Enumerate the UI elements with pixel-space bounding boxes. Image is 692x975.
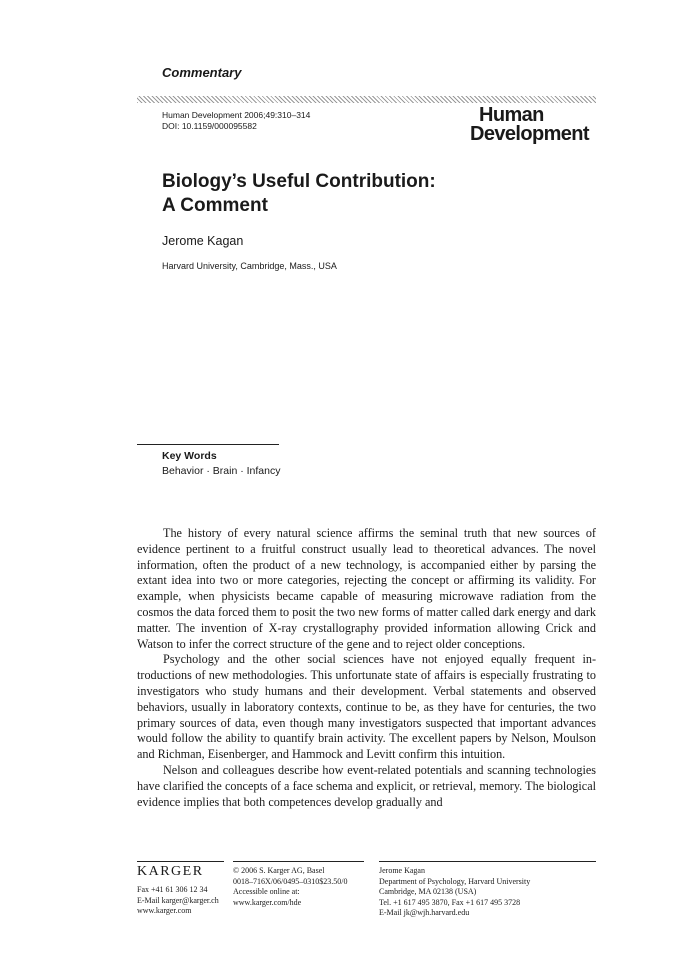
- keywords-list: Behavior · Brain · Infancy: [162, 465, 281, 477]
- footer-rule: [379, 861, 596, 862]
- article-body: [137, 526, 596, 810]
- author-name: Jerome Kagan: [162, 234, 244, 248]
- journal-citation: [162, 110, 310, 132]
- issn-code: 0018–716X/06/0495–0310$23.50/0: [233, 876, 348, 886]
- title-line-1: Biology’s Useful Contribution:: [162, 171, 436, 192]
- journal-logo-line1: Human: [479, 104, 544, 126]
- publisher-logo: KARGER: [137, 864, 204, 879]
- copyright-block: [233, 866, 347, 908]
- footer-rule: [233, 861, 364, 862]
- copyright-notice: © 2006 S. Karger AG, Basel: [233, 866, 325, 875]
- corr-phone-fax: Tel. +1 617 495 3870, Fax +1 617 495 3728: [379, 897, 521, 907]
- header-hatch-divider: [137, 96, 596, 103]
- article-title: [162, 170, 582, 218]
- footer-rule: [137, 861, 224, 862]
- correspondence-block: [379, 866, 530, 919]
- author-affiliation: Harvard University, Cambridge, Mass., USA: [162, 261, 337, 271]
- body-paragraph: Nelson and colleagues describe how event-related potentials and scanning technologies have clarified the concepts of a face schema and explicit, or retrieval, memory. The biological evidence implies that both competences develop gradually and: [137, 762, 596, 809]
- body-paragraph: Psychology and the other social sciences have not enjoyed equally frequent introductions of new methodologies. This unfortunate state of affairs is especially frustrating to investigators who study humans and their development. Verbal statements and observed behaviors, usually in laboratory contexts, continue to be, as they have for centuries, the two primary sources of data, even though many investigators suspected that important advances would follow the ability to quantify brain activity. The excellent papers by Nelson, Moulson and Richman, Eisenberger, and Hammock and Levitt confirm this intuition.: [137, 652, 596, 762]
- corr-city: Cambridge, MA 02138 (USA): [379, 887, 477, 896]
- section-label: Commentary: [162, 65, 242, 80]
- publisher-email: E-Mail karger@karger.ch: [137, 895, 219, 905]
- journal-logo-line2: Development: [470, 123, 589, 145]
- keywords-rule: [137, 444, 279, 445]
- citation-volume: Human Development 2006;49:310–314: [162, 110, 311, 120]
- keywords-heading: Key Words: [162, 450, 217, 462]
- publisher-website: www.karger.com: [137, 906, 192, 915]
- access-label: Accessible online at:: [233, 887, 300, 896]
- publisher-contact: [137, 885, 219, 917]
- publisher-fax: Fax +41 61 306 12 34: [137, 885, 208, 894]
- corr-department: Department of Psychology, Harvard University: [379, 876, 531, 886]
- corr-email: E-Mail jk@wjh.harvard.edu: [379, 908, 470, 917]
- title-line-2: A Comment: [162, 195, 268, 216]
- citation-doi: DOI: 10.1159/000095582: [162, 121, 257, 131]
- journal-logo: [470, 106, 589, 144]
- access-url: www.karger.com/hde: [233, 897, 302, 907]
- corr-name: Jerome Kagan: [379, 866, 425, 875]
- body-paragraph: The history of every natural science affirms the seminal truth that new sources of evidence pertinent to a fruitful construct usually lead to theoretical advances. The novel information, often the product of a new technology, is accompanied either by parsing the extant idea into two or more categories, rejecting the concept or affirming its validity. For example, when physicists became capable of measuring microwave radiation from the cosmos the data forced them to posit the two new forms of matter called dark energy and dark matter. The invention of X-ray crystallography provided information allowing Crick and Watson to infer the correct structure of the gene and to reject older conceptions.: [137, 526, 596, 651]
